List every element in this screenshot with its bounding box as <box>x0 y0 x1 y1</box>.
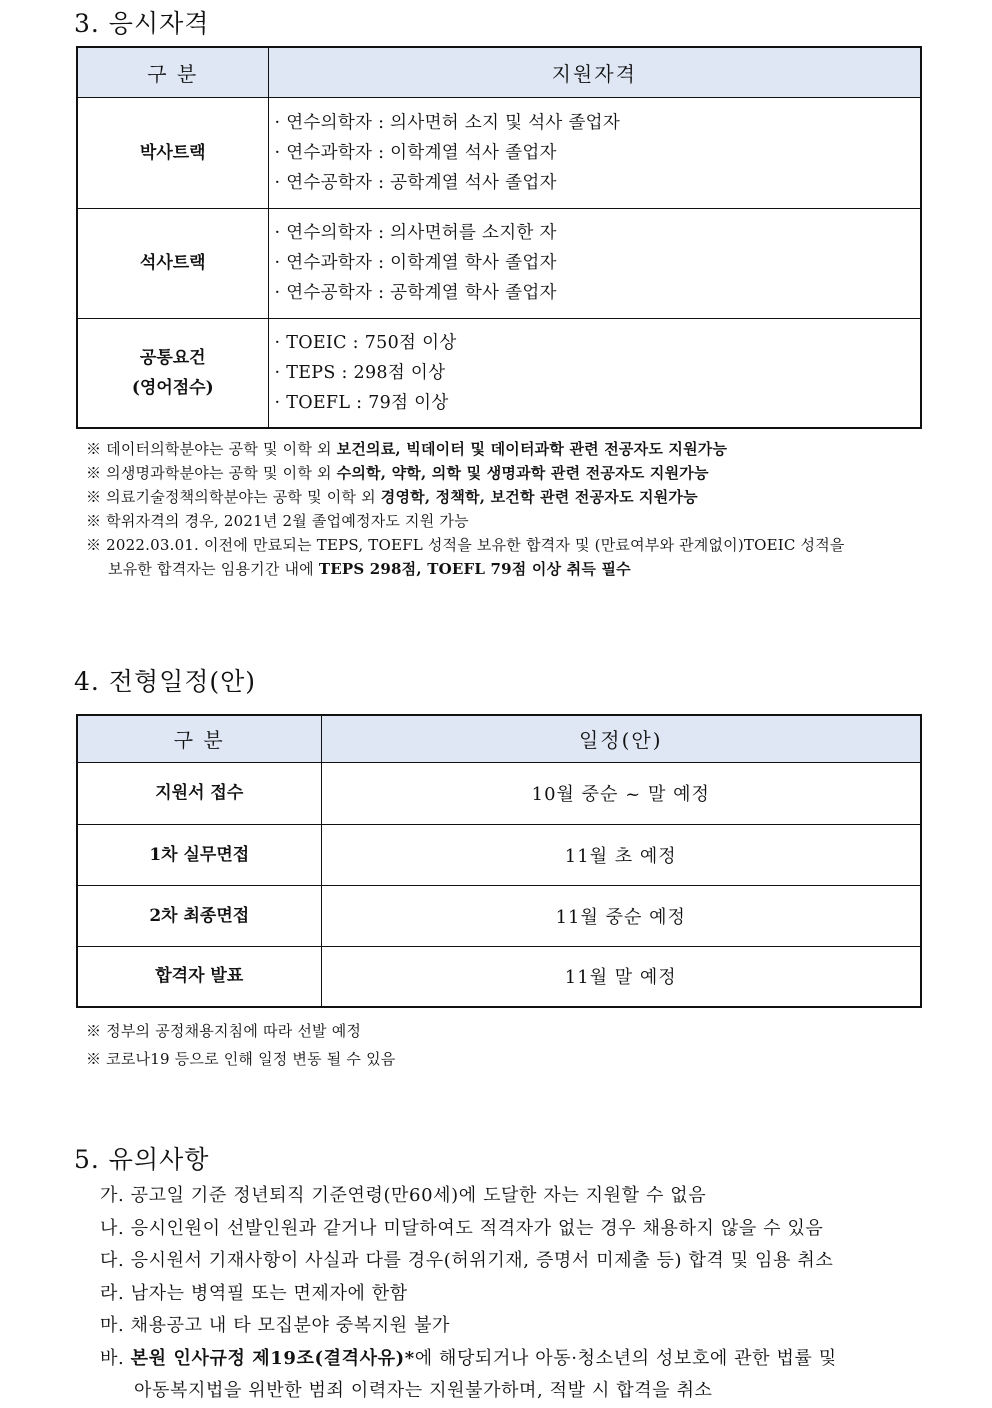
qual-item: · 연수의학자 : 의사면허 소지 및 석사 졸업자 <box>274 112 621 133</box>
table-row <box>77 762 921 824</box>
list-item: 다. 응시원서 기재사항이 사실과 다를 경우(허위기재, 증명서 미제출 등) 합격 및 임용 취소 <box>100 1250 834 1271</box>
list-item: 바. 본원 인사규정 제19조(결격사유)*에 해당되거나 아동·청소년의 성보호에 관한 법률 및 <box>100 1347 837 1369</box>
schedule-cell: 11월 말 예정 <box>321 946 921 1007</box>
category-line1: 공통요건 <box>139 347 206 368</box>
table-row <box>77 946 921 1007</box>
schedule-cell: 11월 초 예정 <box>321 824 921 885</box>
step-cell: 2차 최종면접 <box>77 885 321 946</box>
table-row <box>77 885 921 946</box>
qual-item: · TOEIC : 750점 이상 <box>274 332 457 353</box>
qual-item: · TEPS : 298점 이상 <box>274 362 446 383</box>
qualification-cell <box>268 208 921 318</box>
note-item: ※ 의생명과학분야는 공학 및 이학 외 수의학, 약학, 의학 및 생명과학 관련 전공자도 지원가능 <box>86 464 709 482</box>
schedule-table <box>76 714 922 1008</box>
qual-item: · 연수의학자 : 의사면허를 소지한 자 <box>274 223 557 243</box>
eligibility-table <box>76 46 922 429</box>
list-item: 가. 공고일 기준 정년퇴직 기준연령(만60세)에 도달한 자는 지원할 수 없음 <box>100 1185 707 1206</box>
eligibility-notes <box>86 437 845 581</box>
header-category: 구 분 <box>77 47 268 97</box>
header-step: 구 분 <box>77 715 321 762</box>
schedule-cell: 10월 중순 ~ 말 예정 <box>321 762 921 824</box>
step-cell: 합격자 발표 <box>77 946 321 1007</box>
step-cell: 1차 실무면접 <box>77 824 321 885</box>
note-item: ※ 학위자격의 경우, 2021년 2월 졸업예정자도 지원 가능 <box>86 512 469 530</box>
note-item: 보유한 합격자는 임용기간 내에 TEPS 298점, TOEFL 79점 이상 취득 필수 <box>108 560 631 578</box>
note-item: ※ 데이터의학분야는 공학 및 이학 외 보건의료, 빅데이터 및 데이터과학 관련 전공자도 지원가능 <box>86 440 728 458</box>
note-item: ※ 의료기술정책의학분야는 공학 및 이학 외 경영학, 정책학, 보건학 관련 전공자도 지원가능 <box>86 488 698 506</box>
table-row <box>77 318 921 428</box>
qual-item: · 연수공학자 : 공학계열 석사 졸업자 <box>274 172 557 193</box>
schedule-cell: 11월 중순 예정 <box>321 885 921 946</box>
category-common <box>77 318 268 428</box>
qual-item: · 연수과학자 : 이학계열 학사 졸업자 <box>274 253 557 273</box>
note-item: ※ 코로나19 등으로 인해 일정 변동 될 수 있음 <box>86 1050 396 1068</box>
category-line2: (영어점수) <box>131 377 214 398</box>
caution-list <box>100 1180 837 1408</box>
header-schedule: 일정(안) <box>321 715 921 762</box>
table-row <box>77 97 921 208</box>
table-row <box>77 208 921 318</box>
qualification-cell <box>268 97 921 208</box>
category-masters: 석사트랙 <box>77 208 268 318</box>
step-cell: 지원서 접수 <box>77 762 321 824</box>
table-row <box>77 824 921 885</box>
qualification-cell <box>268 318 921 428</box>
note-item: ※ 2022.03.01. 이전에 만료되는 TEPS, TOEFL 성적을 보유한 합격자 및 (만료여부와 관계없이)TOEIC 성적을 <box>86 536 845 554</box>
list-item: 마. 채용공고 내 타 모집분야 중복지원 불가 <box>100 1315 451 1336</box>
list-item: 라. 남자는 병역필 또는 면제자에 한함 <box>100 1282 408 1304</box>
schedule-notes <box>86 1017 395 1073</box>
qual-item: · TOEFL : 79점 이상 <box>274 392 449 413</box>
qual-item: · 연수공학자 : 공학계열 학사 졸업자 <box>274 283 557 303</box>
section3-title: 3. 응시자격 <box>74 9 210 38</box>
category-phd: 박사트랙 <box>77 97 268 208</box>
list-item: 아동복지법을 위반한 범죄 이력자는 지원불가하며, 적발 시 합격을 취소 <box>134 1380 713 1401</box>
qual-item: · 연수과학자 : 이학계열 석사 졸업자 <box>274 142 557 163</box>
note-item: ※ 정부의 공정채용지침에 따라 선발 예정 <box>86 1022 362 1040</box>
section5-title: 5. 유의사항 <box>74 1145 210 1174</box>
section4-title: 4. 전형일정(안) <box>74 667 257 696</box>
header-qualification: 지원자격 <box>268 47 921 97</box>
list-item: 나. 응시인원이 선발인원과 같거나 미달하여도 적격자가 없는 경우 채용하지 않을 수 있음 <box>100 1217 824 1239</box>
